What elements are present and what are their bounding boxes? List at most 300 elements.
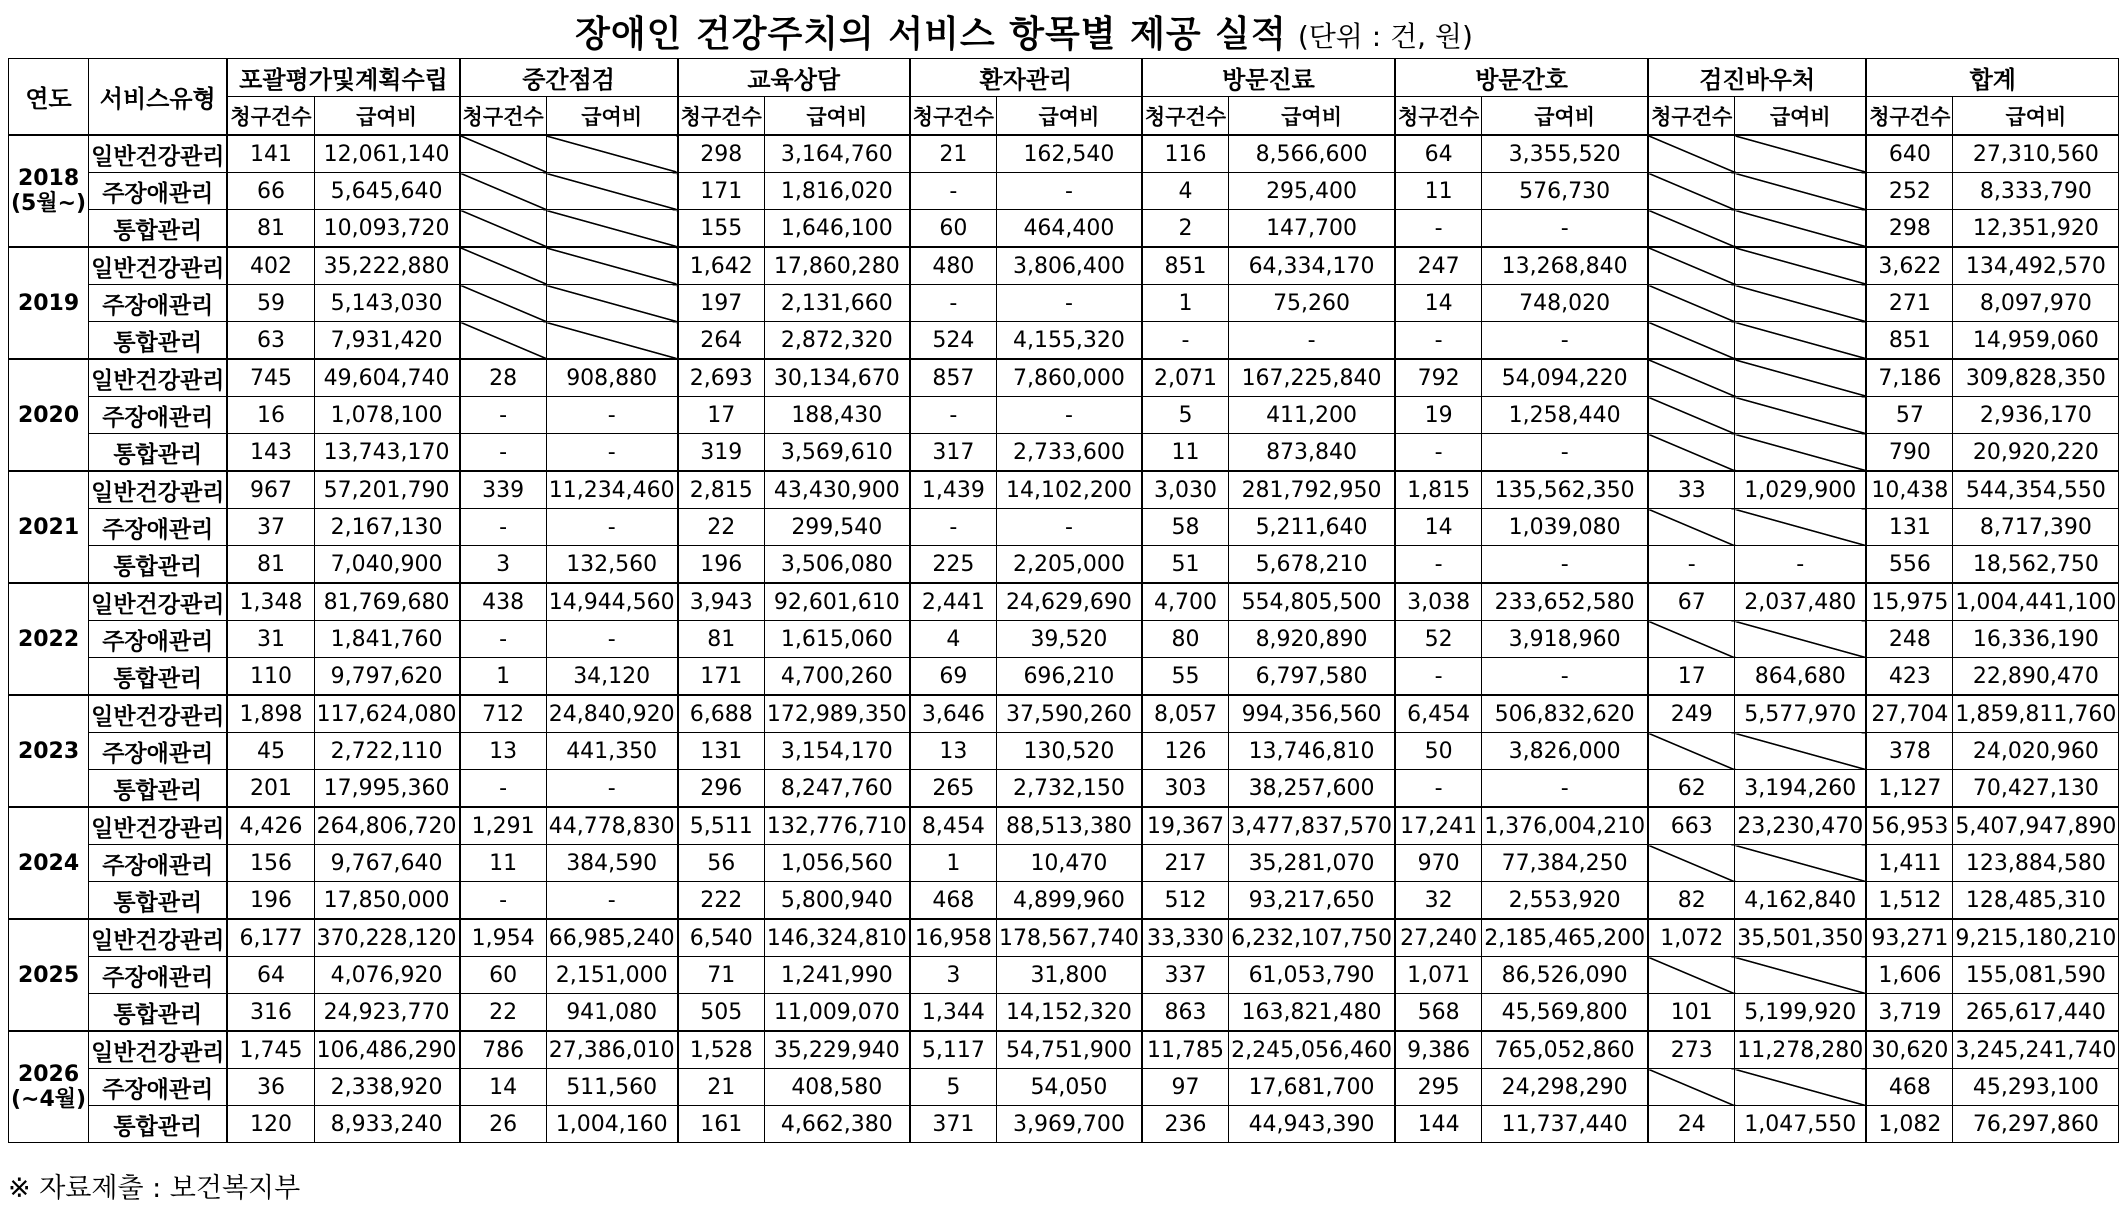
benefit-amount-cell: 12,351,920: [1953, 210, 2119, 248]
benefit-amount-cell: 295,400: [1229, 173, 1395, 210]
service-type-cell: 주장애관리: [89, 285, 228, 322]
benefit-amount-cell: 511,560: [546, 1069, 677, 1106]
claim-count-cell: 1,071: [1395, 957, 1482, 994]
benefit-amount-cell: 44,943,390: [1229, 1106, 1395, 1143]
not-applicable-cell: [1735, 359, 1866, 397]
benefit-amount-cell: 309,828,350: [1953, 359, 2119, 397]
claim-count-cell: 14: [1395, 509, 1482, 546]
benefit-amount-cell: -: [1229, 322, 1395, 360]
claim-count-cell: -: [1395, 658, 1482, 696]
benefit-amount-cell: -: [1482, 546, 1648, 584]
service-type-cell: 통합관리: [89, 434, 228, 472]
claim-count-cell: 3: [910, 957, 997, 994]
claim-count-cell: 93,271: [1866, 919, 1953, 957]
claim-count-cell: -: [910, 285, 997, 322]
header-count: 청구건수: [1866, 97, 1953, 136]
claim-count-cell: 505: [678, 994, 765, 1032]
claim-count-cell: 712: [460, 695, 547, 733]
claim-count-cell: 71: [678, 957, 765, 994]
benefit-amount-cell: -: [996, 397, 1141, 434]
benefit-amount-cell: 37,590,260: [996, 695, 1141, 733]
claim-count-cell: 5: [910, 1069, 997, 1106]
benefit-amount-cell: -: [996, 509, 1141, 546]
claim-count-cell: 30,620: [1866, 1031, 1953, 1069]
claim-count-cell: 371: [910, 1106, 997, 1143]
service-type-cell: 일반건강관리: [89, 1031, 228, 1069]
benefit-amount-cell: 2,722,110: [314, 733, 459, 770]
claim-count-cell: 316: [227, 994, 314, 1032]
benefit-amount-cell: 2,872,320: [764, 322, 909, 360]
table-row: [9, 733, 2119, 770]
benefit-amount-cell: 864,680: [1735, 658, 1866, 696]
not-applicable-cell: [460, 135, 547, 173]
claim-count-cell: 16,958: [910, 919, 997, 957]
benefit-amount-cell: 8,717,390: [1953, 509, 2119, 546]
benefit-amount-cell: 5,800,940: [764, 882, 909, 920]
benefit-amount-cell: 172,989,350: [764, 695, 909, 733]
benefit-amount-cell: 2,185,465,200: [1482, 919, 1648, 957]
year-cell: 2019: [9, 247, 89, 359]
benefit-amount-cell: 45,293,100: [1953, 1069, 2119, 1106]
claim-count-cell: 1,439: [910, 471, 997, 509]
not-applicable-cell: [1648, 135, 1735, 173]
benefit-amount-cell: 3,164,760: [764, 135, 909, 173]
benefit-amount-cell: 2,936,170: [1953, 397, 2119, 434]
header-group: 포괄평가및계획수립: [227, 59, 459, 97]
benefit-amount-cell: 5,199,920: [1735, 994, 1866, 1032]
claim-count-cell: -: [460, 397, 547, 434]
not-applicable-cell: [1735, 135, 1866, 173]
benefit-amount-cell: 3,355,520: [1482, 135, 1648, 173]
benefit-amount-cell: 765,052,860: [1482, 1031, 1648, 1069]
claim-count-cell: 273: [1648, 1031, 1735, 1069]
benefit-amount-cell: 4,700,260: [764, 658, 909, 696]
claim-count-cell: 156: [227, 845, 314, 882]
claim-count-cell: 222: [678, 882, 765, 920]
claim-count-cell: 296: [678, 770, 765, 808]
benefit-amount-cell: 35,281,070: [1229, 845, 1395, 882]
table-row: [9, 210, 2119, 248]
service-type-cell: 통합관리: [89, 1106, 228, 1143]
claim-count-cell: 63: [227, 322, 314, 360]
claim-count-cell: 2,815: [678, 471, 765, 509]
benefit-amount-cell: 3,806,400: [996, 247, 1141, 285]
claim-count-cell: 161: [678, 1106, 765, 1143]
header-group: 검진바우처: [1648, 59, 1866, 97]
claim-count-cell: -: [460, 621, 547, 658]
claim-count-cell: 22: [678, 509, 765, 546]
header-amount: 급여비: [996, 97, 1141, 136]
benefit-amount-cell: 3,245,241,740: [1953, 1031, 2119, 1069]
header-count: 청구건수: [1142, 97, 1229, 136]
benefit-amount-cell: 3,918,960: [1482, 621, 1648, 658]
claim-count-cell: 5,117: [910, 1031, 997, 1069]
benefit-amount-cell: 49,604,740: [314, 359, 459, 397]
claim-count-cell: 317: [910, 434, 997, 472]
claim-count-cell: 26: [460, 1106, 547, 1143]
benefit-amount-cell: 35,501,350: [1735, 919, 1866, 957]
claim-count-cell: -: [1395, 322, 1482, 360]
service-type-cell: 일반건강관리: [89, 247, 228, 285]
claim-count-cell: 6,454: [1395, 695, 1482, 733]
benefit-amount-cell: 2,733,600: [996, 434, 1141, 472]
benefit-amount-cell: 14,152,320: [996, 994, 1141, 1032]
benefit-amount-cell: 1,241,990: [764, 957, 909, 994]
benefit-amount-cell: 5,645,640: [314, 173, 459, 210]
claim-count-cell: 60: [910, 210, 997, 248]
claim-count-cell: 3,038: [1395, 583, 1482, 621]
benefit-amount-cell: 9,797,620: [314, 658, 459, 696]
benefit-amount-cell: 696,210: [996, 658, 1141, 696]
table-row: [9, 845, 2119, 882]
benefit-amount-cell: 408,580: [764, 1069, 909, 1106]
claim-count-cell: 45: [227, 733, 314, 770]
not-applicable-cell: [1648, 621, 1735, 658]
claim-count-cell: 970: [1395, 845, 1482, 882]
claim-count-cell: 11: [460, 845, 547, 882]
benefit-amount-cell: -: [1735, 546, 1866, 584]
service-type-cell: 일반건강관리: [89, 135, 228, 173]
claim-count-cell: 5,511: [678, 807, 765, 845]
benefit-amount-cell: 54,050: [996, 1069, 1141, 1106]
claim-count-cell: 69: [910, 658, 997, 696]
claim-count-cell: 851: [1142, 247, 1229, 285]
claim-count-cell: 438: [460, 583, 547, 621]
unit-label: (단위 : 건, 원): [1297, 20, 1473, 53]
claim-count-cell: 225: [910, 546, 997, 584]
benefit-amount-cell: 748,020: [1482, 285, 1648, 322]
benefit-amount-cell: 2,732,150: [996, 770, 1141, 808]
claim-count-cell: 6,177: [227, 919, 314, 957]
benefit-amount-cell: 132,776,710: [764, 807, 909, 845]
header-row-subcolumns: [9, 97, 2119, 136]
claim-count-cell: 1,745: [227, 1031, 314, 1069]
not-applicable-cell: [1735, 397, 1866, 434]
table-row: [9, 807, 2119, 845]
claim-count-cell: 271: [1866, 285, 1953, 322]
claim-count-cell: 1: [460, 658, 547, 696]
claim-count-cell: 851: [1866, 322, 1953, 360]
benefit-amount-cell: 554,805,500: [1229, 583, 1395, 621]
not-applicable-cell: [1648, 173, 1735, 210]
benefit-amount-cell: 17,995,360: [314, 770, 459, 808]
service-type-cell: 일반건강관리: [89, 471, 228, 509]
benefit-amount-cell: 3,194,260: [1735, 770, 1866, 808]
benefit-amount-cell: 35,229,940: [764, 1031, 909, 1069]
benefit-amount-cell: 3,477,837,570: [1229, 807, 1395, 845]
benefit-amount-cell: 18,562,750: [1953, 546, 2119, 584]
benefit-amount-cell: 31,800: [996, 957, 1141, 994]
benefit-amount-cell: -: [546, 397, 677, 434]
benefit-amount-cell: 2,151,000: [546, 957, 677, 994]
benefit-amount-cell: -: [1482, 658, 1648, 696]
claim-count-cell: 13: [460, 733, 547, 770]
year-cell: 2018 (5월~): [9, 135, 89, 247]
claim-count-cell: 32: [1395, 882, 1482, 920]
header-group: 교육상담: [678, 59, 910, 97]
claim-count-cell: 196: [227, 882, 314, 920]
benefit-amount-cell: 11,009,070: [764, 994, 909, 1032]
claim-count-cell: 252: [1866, 173, 1953, 210]
claim-count-cell: 126: [1142, 733, 1229, 770]
benefit-amount-cell: 64,334,170: [1229, 247, 1395, 285]
not-applicable-cell: [1648, 210, 1735, 248]
benefit-amount-cell: 4,662,380: [764, 1106, 909, 1143]
benefit-amount-cell: 5,143,030: [314, 285, 459, 322]
claim-count-cell: 512: [1142, 882, 1229, 920]
claim-count-cell: 97: [1142, 1069, 1229, 1106]
claim-count-cell: 1,606: [1866, 957, 1953, 994]
not-applicable-cell: [1735, 957, 1866, 994]
benefit-amount-cell: 264,806,720: [314, 807, 459, 845]
benefit-amount-cell: 2,167,130: [314, 509, 459, 546]
benefit-amount-cell: 1,841,760: [314, 621, 459, 658]
source-note: ※ 자료제출 : 보건복지부: [8, 1173, 301, 1204]
benefit-amount-cell: 11,737,440: [1482, 1106, 1648, 1143]
not-applicable-cell: [546, 210, 677, 248]
benefit-amount-cell: 75,260: [1229, 285, 1395, 322]
claim-count-cell: 9,386: [1395, 1031, 1482, 1069]
claim-count-cell: 171: [678, 173, 765, 210]
not-applicable-cell: [546, 285, 677, 322]
header-group: 합계: [1866, 59, 2119, 97]
benefit-amount-cell: 24,840,920: [546, 695, 677, 733]
benefit-amount-cell: 88,513,380: [996, 807, 1141, 845]
claim-count-cell: 17: [1648, 658, 1735, 696]
table-row: [9, 695, 2119, 733]
claim-count-cell: 21: [910, 135, 997, 173]
benefit-amount-cell: 81,769,680: [314, 583, 459, 621]
service-type-cell: 일반건강관리: [89, 695, 228, 733]
table-row: [9, 322, 2119, 360]
claim-count-cell: 11: [1142, 434, 1229, 472]
not-applicable-cell: [1648, 845, 1735, 882]
claim-count-cell: 3,030: [1142, 471, 1229, 509]
not-applicable-cell: [1648, 247, 1735, 285]
benefit-amount-cell: 265,617,440: [1953, 994, 2119, 1032]
claim-count-cell: -: [460, 509, 547, 546]
claim-count-cell: 55: [1142, 658, 1229, 696]
benefit-amount-cell: 6,232,107,750: [1229, 919, 1395, 957]
claim-count-cell: 468: [1866, 1069, 1953, 1106]
benefit-amount-cell: 576,730: [1482, 173, 1648, 210]
not-applicable-cell: [1648, 397, 1735, 434]
claim-count-cell: 4,426: [227, 807, 314, 845]
claim-count-cell: 7,186: [1866, 359, 1953, 397]
claim-count-cell: 33: [1648, 471, 1735, 509]
benefit-amount-cell: 66,985,240: [546, 919, 677, 957]
claim-count-cell: 22: [460, 994, 547, 1032]
claim-count-cell: 27,240: [1395, 919, 1482, 957]
benefit-amount-cell: 13,268,840: [1482, 247, 1648, 285]
service-type-cell: 주장애관리: [89, 621, 228, 658]
service-type-cell: 통합관리: [89, 546, 228, 584]
claim-count-cell: 3,646: [910, 695, 997, 733]
table-row: [9, 397, 2119, 434]
claim-count-cell: 247: [1395, 247, 1482, 285]
claim-count-cell: 2,071: [1142, 359, 1229, 397]
claim-count-cell: 19,367: [1142, 807, 1229, 845]
benefit-amount-cell: 61,053,790: [1229, 957, 1395, 994]
header-amount: 급여비: [1482, 97, 1648, 136]
claim-count-cell: 265: [910, 770, 997, 808]
claim-count-cell: 81: [227, 210, 314, 248]
not-applicable-cell: [546, 322, 677, 360]
benefit-amount-cell: -: [1482, 434, 1648, 472]
benefit-amount-cell: 135,562,350: [1482, 471, 1648, 509]
benefit-amount-cell: 941,080: [546, 994, 677, 1032]
header-amount: 급여비: [1735, 97, 1866, 136]
benefit-amount-cell: 70,427,130: [1953, 770, 2119, 808]
claim-count-cell: 58: [1142, 509, 1229, 546]
benefit-amount-cell: 5,577,970: [1735, 695, 1866, 733]
benefit-amount-cell: 1,029,900: [1735, 471, 1866, 509]
benefit-amount-cell: 1,258,440: [1482, 397, 1648, 434]
table-row: [9, 621, 2119, 658]
benefit-amount-cell: 11,278,280: [1735, 1031, 1866, 1069]
not-applicable-cell: [1735, 1069, 1866, 1106]
benefit-amount-cell: 57,201,790: [314, 471, 459, 509]
claim-count-cell: 295: [1395, 1069, 1482, 1106]
claim-count-cell: 3,943: [678, 583, 765, 621]
claim-count-cell: 11: [1395, 173, 1482, 210]
benefit-amount-cell: 2,245,056,460: [1229, 1031, 1395, 1069]
claim-count-cell: 131: [678, 733, 765, 770]
benefit-amount-cell: -: [1482, 770, 1648, 808]
benefit-amount-cell: 5,407,947,890: [1953, 807, 2119, 845]
claim-count-cell: 59: [227, 285, 314, 322]
not-applicable-cell: [1648, 733, 1735, 770]
not-applicable-cell: [1735, 173, 1866, 210]
table-row: [9, 247, 2119, 285]
claim-count-cell: -: [460, 882, 547, 920]
claim-count-cell: 468: [910, 882, 997, 920]
benefit-amount-cell: 411,200: [1229, 397, 1395, 434]
claim-count-cell: 1,528: [678, 1031, 765, 1069]
service-type-cell: 통합관리: [89, 658, 228, 696]
table-row: [9, 957, 2119, 994]
performance-table: [8, 58, 2119, 1143]
benefit-amount-cell: -: [546, 621, 677, 658]
benefit-amount-cell: -: [546, 770, 677, 808]
claim-count-cell: -: [1648, 546, 1735, 584]
benefit-amount-cell: -: [546, 509, 677, 546]
service-type-cell: 일반건강관리: [89, 807, 228, 845]
benefit-amount-cell: 44,778,830: [546, 807, 677, 845]
benefit-amount-cell: 8,566,600: [1229, 135, 1395, 173]
benefit-amount-cell: 3,506,080: [764, 546, 909, 584]
claim-count-cell: 423: [1866, 658, 1953, 696]
not-applicable-cell: [1648, 359, 1735, 397]
service-type-cell: 통합관리: [89, 210, 228, 248]
benefit-amount-cell: 544,354,550: [1953, 471, 2119, 509]
benefit-amount-cell: 4,899,960: [996, 882, 1141, 920]
claim-count-cell: 857: [910, 359, 997, 397]
not-applicable-cell: [1735, 621, 1866, 658]
header-amount: 급여비: [764, 97, 909, 136]
table-row: [9, 359, 2119, 397]
claim-count-cell: 790: [1866, 434, 1953, 472]
benefit-amount-cell: 1,615,060: [764, 621, 909, 658]
claim-count-cell: 1,291: [460, 807, 547, 845]
claim-count-cell: 967: [227, 471, 314, 509]
benefit-amount-cell: 24,298,290: [1482, 1069, 1648, 1106]
benefit-amount-cell: 4,162,840: [1735, 882, 1866, 920]
page-title: [0, 6, 2048, 57]
table-row: [9, 1106, 2119, 1143]
claim-count-cell: 402: [227, 247, 314, 285]
service-type-cell: 주장애관리: [89, 509, 228, 546]
claim-count-cell: 141: [227, 135, 314, 173]
claim-count-cell: 1,082: [1866, 1106, 1953, 1143]
benefit-amount-cell: 134,492,570: [1953, 247, 2119, 285]
claim-count-cell: 81: [678, 621, 765, 658]
claim-count-cell: 155: [678, 210, 765, 248]
header-group: 방문간호: [1395, 59, 1648, 97]
table-title: 장애인 건강주치의 서비스 항목별 제공 실적: [575, 14, 1287, 55]
claim-count-cell: 863: [1142, 994, 1229, 1032]
benefit-amount-cell: 281,792,950: [1229, 471, 1395, 509]
claim-count-cell: -: [1142, 322, 1229, 360]
year-cell: 2023: [9, 695, 89, 807]
benefit-amount-cell: 24,923,770: [314, 994, 459, 1032]
claim-count-cell: 2,693: [678, 359, 765, 397]
claim-count-cell: 3,719: [1866, 994, 1953, 1032]
claim-count-cell: 144: [1395, 1106, 1482, 1143]
year-cell: 2020: [9, 359, 89, 471]
benefit-amount-cell: 3,154,170: [764, 733, 909, 770]
benefit-amount-cell: 8,333,790: [1953, 173, 2119, 210]
benefit-amount-cell: 13,746,810: [1229, 733, 1395, 770]
benefit-amount-cell: 30,134,670: [764, 359, 909, 397]
benefit-amount-cell: 8,247,760: [764, 770, 909, 808]
benefit-amount-cell: 4,076,920: [314, 957, 459, 994]
claim-count-cell: 2: [1142, 210, 1229, 248]
header-group: 방문진료: [1142, 59, 1395, 97]
table-row: [9, 1069, 2119, 1106]
benefit-amount-cell: 123,884,580: [1953, 845, 2119, 882]
benefit-amount-cell: 464,400: [996, 210, 1141, 248]
claim-count-cell: 37: [227, 509, 314, 546]
benefit-amount-cell: 1,056,560: [764, 845, 909, 882]
benefit-amount-cell: 3,969,700: [996, 1106, 1141, 1143]
claim-count-cell: 14: [460, 1069, 547, 1106]
claim-count-cell: 1: [910, 845, 997, 882]
claim-count-cell: 64: [1395, 135, 1482, 173]
year-cell: 2022: [9, 583, 89, 695]
year-cell: 2026 (~4월): [9, 1031, 89, 1143]
not-applicable-cell: [460, 210, 547, 248]
service-type-cell: 통합관리: [89, 994, 228, 1032]
benefit-amount-cell: 1,376,004,210: [1482, 807, 1648, 845]
not-applicable-cell: [460, 247, 547, 285]
service-type-cell: 통합관리: [89, 770, 228, 808]
claim-count-cell: 33,330: [1142, 919, 1229, 957]
claim-count-cell: 50: [1395, 733, 1482, 770]
claim-count-cell: 1,815: [1395, 471, 1482, 509]
header-amount: 급여비: [1229, 97, 1395, 136]
claim-count-cell: 1,127: [1866, 770, 1953, 808]
header-count: 청구건수: [1395, 97, 1482, 136]
benefit-amount-cell: 5,678,210: [1229, 546, 1395, 584]
table-row: [9, 658, 2119, 696]
benefit-amount-cell: 506,832,620: [1482, 695, 1648, 733]
benefit-amount-cell: 8,920,890: [1229, 621, 1395, 658]
benefit-amount-cell: 2,037,480: [1735, 583, 1866, 621]
not-applicable-cell: [1735, 285, 1866, 322]
claim-count-cell: 1,072: [1648, 919, 1735, 957]
claim-count-cell: -: [460, 770, 547, 808]
